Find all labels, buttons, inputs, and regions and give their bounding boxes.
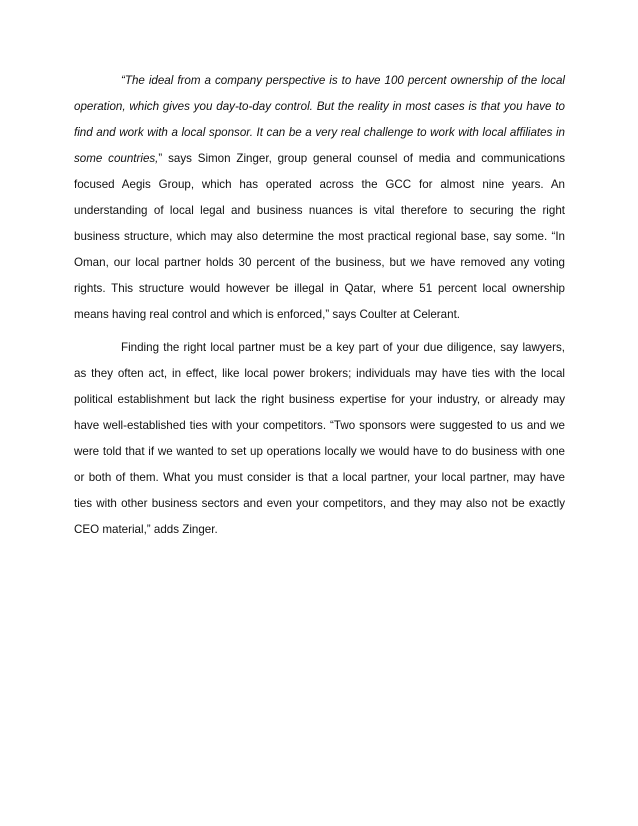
body-text [74,68,565,543]
italic-quote: “The ideal from a company perspective is to have 100 percent ownership of the local operation, which gives you day-to-day control. But the reality in most cases is that you have to find and work with a local sponsor. It can be a very real challenge to work with local affiliates in some countries, [74,74,565,165]
paragraph-2: Finding the right local partner must be a key part of your due diligence, say lawyers, as they often act, in effect, like local power brokers; individuals may have ties with the local political establishment but lack the right business expertise for your industry, or already may have well-established ties with your competitors. “Two sponsors were suggested to us and we were told that if we wanted to set up operations locally we would have to do business with one or both of them. What you must consider is that a local partner, your local partner, may have ties with other business sectors and even your competitors, and they may also not be exactly CEO material,” adds Zinger. [74,341,565,536]
paragraph-1 [74,68,565,328]
paragraph-1-text: ” says Simon Zinger, group general counsel of media and communications focused Aegis Group, which has operated across the GCC for almost nine years. An understanding of local legal and business nuances is vital therefore to securing the right business structure, which may also determine the most practical regional base, say some. “In Oman, our local partner holds 30 percent of the business, but we have removed any voting rights. This structure would however be illegal in Qatar, where 51 percent local ownership means having real control and which is enforced,” says Coulter at Celerant. [74,152,565,321]
